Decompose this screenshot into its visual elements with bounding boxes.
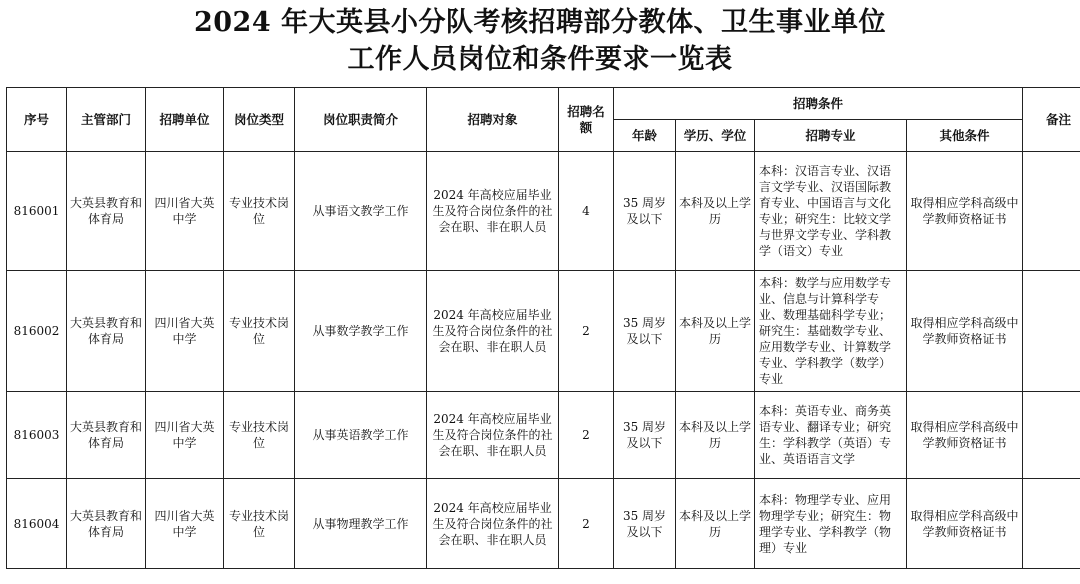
cell-duty: 从事物理教学工作 [295, 479, 427, 569]
cell-remark [1023, 392, 1080, 479]
cell-unit: 四川省大英中学 [146, 152, 224, 271]
recruitment-table [6, 87, 1080, 569]
header-target: 招聘对象 [427, 88, 559, 152]
cell-quota: 2 [559, 479, 614, 569]
cell-other: 取得相应学科高级中学教师资格证书 [907, 271, 1023, 392]
cell-unit: 四川省大英中学 [146, 271, 224, 392]
cell-edu: 本科及以上学历 [676, 392, 755, 479]
cell-duty: 从事数学教学工作 [295, 271, 427, 392]
document-title [0, 4, 1080, 78]
cell-target: 2024 年高校应届毕业生及符合岗位条件的社会在职、非在职人员 [427, 152, 559, 271]
cell-edu: 本科及以上学历 [676, 479, 755, 569]
cell-seq: 816001 [7, 152, 67, 271]
cell-target: 2024 年高校应届毕业生及符合岗位条件的社会在职、非在职人员 [427, 271, 559, 392]
cell-dept: 大英县教育和体育局 [67, 479, 146, 569]
header-edu: 学历、学位 [676, 120, 755, 152]
cell-quota: 2 [559, 271, 614, 392]
header-seq: 序号 [7, 88, 67, 152]
header-other: 其他条件 [907, 120, 1023, 152]
cell-target: 2024 年高校应届毕业生及符合岗位条件的社会在职、非在职人员 [427, 479, 559, 569]
cell-duty: 从事英语教学工作 [295, 392, 427, 479]
cell-major: 本科：物理学专业、应用物理学专业；研究生：物理学专业、学科教学（物理）专业 [755, 479, 907, 569]
cell-unit: 四川省大英中学 [146, 392, 224, 479]
header-major: 招聘专业 [755, 120, 907, 152]
cell-major: 本科：数学与应用数学专业、信息与计算科学专业、数理基础科学专业；研究生：基础数学专业、应用数学专业、计算数学专业、学科教学（数学）专业 [755, 271, 907, 392]
cell-dept: 大英县教育和体育局 [67, 392, 146, 479]
cell-age: 35 周岁及以下 [614, 392, 676, 479]
cell-age: 35 周岁及以下 [614, 271, 676, 392]
cell-post-type: 专业技术岗位 [224, 152, 295, 271]
cell-quota: 2 [559, 392, 614, 479]
cell-post-type: 专业技术岗位 [224, 271, 295, 392]
cell-seq: 816004 [7, 479, 67, 569]
cell-remark [1023, 271, 1080, 392]
cell-post-type: 专业技术岗位 [224, 392, 295, 479]
header-duty: 岗位职责简介 [295, 88, 427, 152]
title-line-2: 工作人员岗位和条件要求一览表 [0, 41, 1080, 78]
header-quota: 招聘名额 [559, 88, 614, 152]
cell-remark [1023, 479, 1080, 569]
header-post-type: 岗位类型 [224, 88, 295, 152]
cell-remark [1023, 152, 1080, 271]
header-remark: 备注 [1023, 88, 1080, 152]
header-age: 年龄 [614, 120, 676, 152]
cell-dept: 大英县教育和体育局 [67, 271, 146, 392]
cell-edu: 本科及以上学历 [676, 271, 755, 392]
title-line-1: 2024 年大英县小分队考核招聘部分教体、卫生事业单位 [0, 4, 1080, 41]
cell-post-type: 专业技术岗位 [224, 479, 295, 569]
header-unit: 招聘单位 [146, 88, 224, 152]
header-row-1 [7, 88, 1080, 120]
cell-dept: 大英县教育和体育局 [67, 152, 146, 271]
cell-quota: 4 [559, 152, 614, 271]
table-row [7, 479, 1080, 569]
cell-other: 取得相应学科高级中学教师资格证书 [907, 152, 1023, 271]
cell-other: 取得相应学科高级中学教师资格证书 [907, 392, 1023, 479]
table-row [7, 271, 1080, 392]
cell-major: 本科：汉语言专业、汉语言文学专业、汉语国际教育专业、中国语言与文化专业；研究生：比较文学与世界文学专业、学科教学（语文）专业 [755, 152, 907, 271]
cell-seq: 816003 [7, 392, 67, 479]
cell-unit: 四川省大英中学 [146, 479, 224, 569]
header-conditions: 招聘条件 [614, 88, 1023, 120]
cell-edu: 本科及以上学历 [676, 152, 755, 271]
cell-other: 取得相应学科高级中学教师资格证书 [907, 479, 1023, 569]
cell-age: 35 周岁及以下 [614, 152, 676, 271]
table-row [7, 392, 1080, 479]
cell-age: 35 周岁及以下 [614, 479, 676, 569]
cell-duty: 从事语文教学工作 [295, 152, 427, 271]
table-row [7, 152, 1080, 271]
header-dept: 主管部门 [67, 88, 146, 152]
cell-target: 2024 年高校应届毕业生及符合岗位条件的社会在职、非在职人员 [427, 392, 559, 479]
cell-major: 本科：英语专业、商务英语专业、翻译专业；研究生：学科教学（英语）专业、英语语言文学 [755, 392, 907, 479]
cell-seq: 816002 [7, 271, 67, 392]
